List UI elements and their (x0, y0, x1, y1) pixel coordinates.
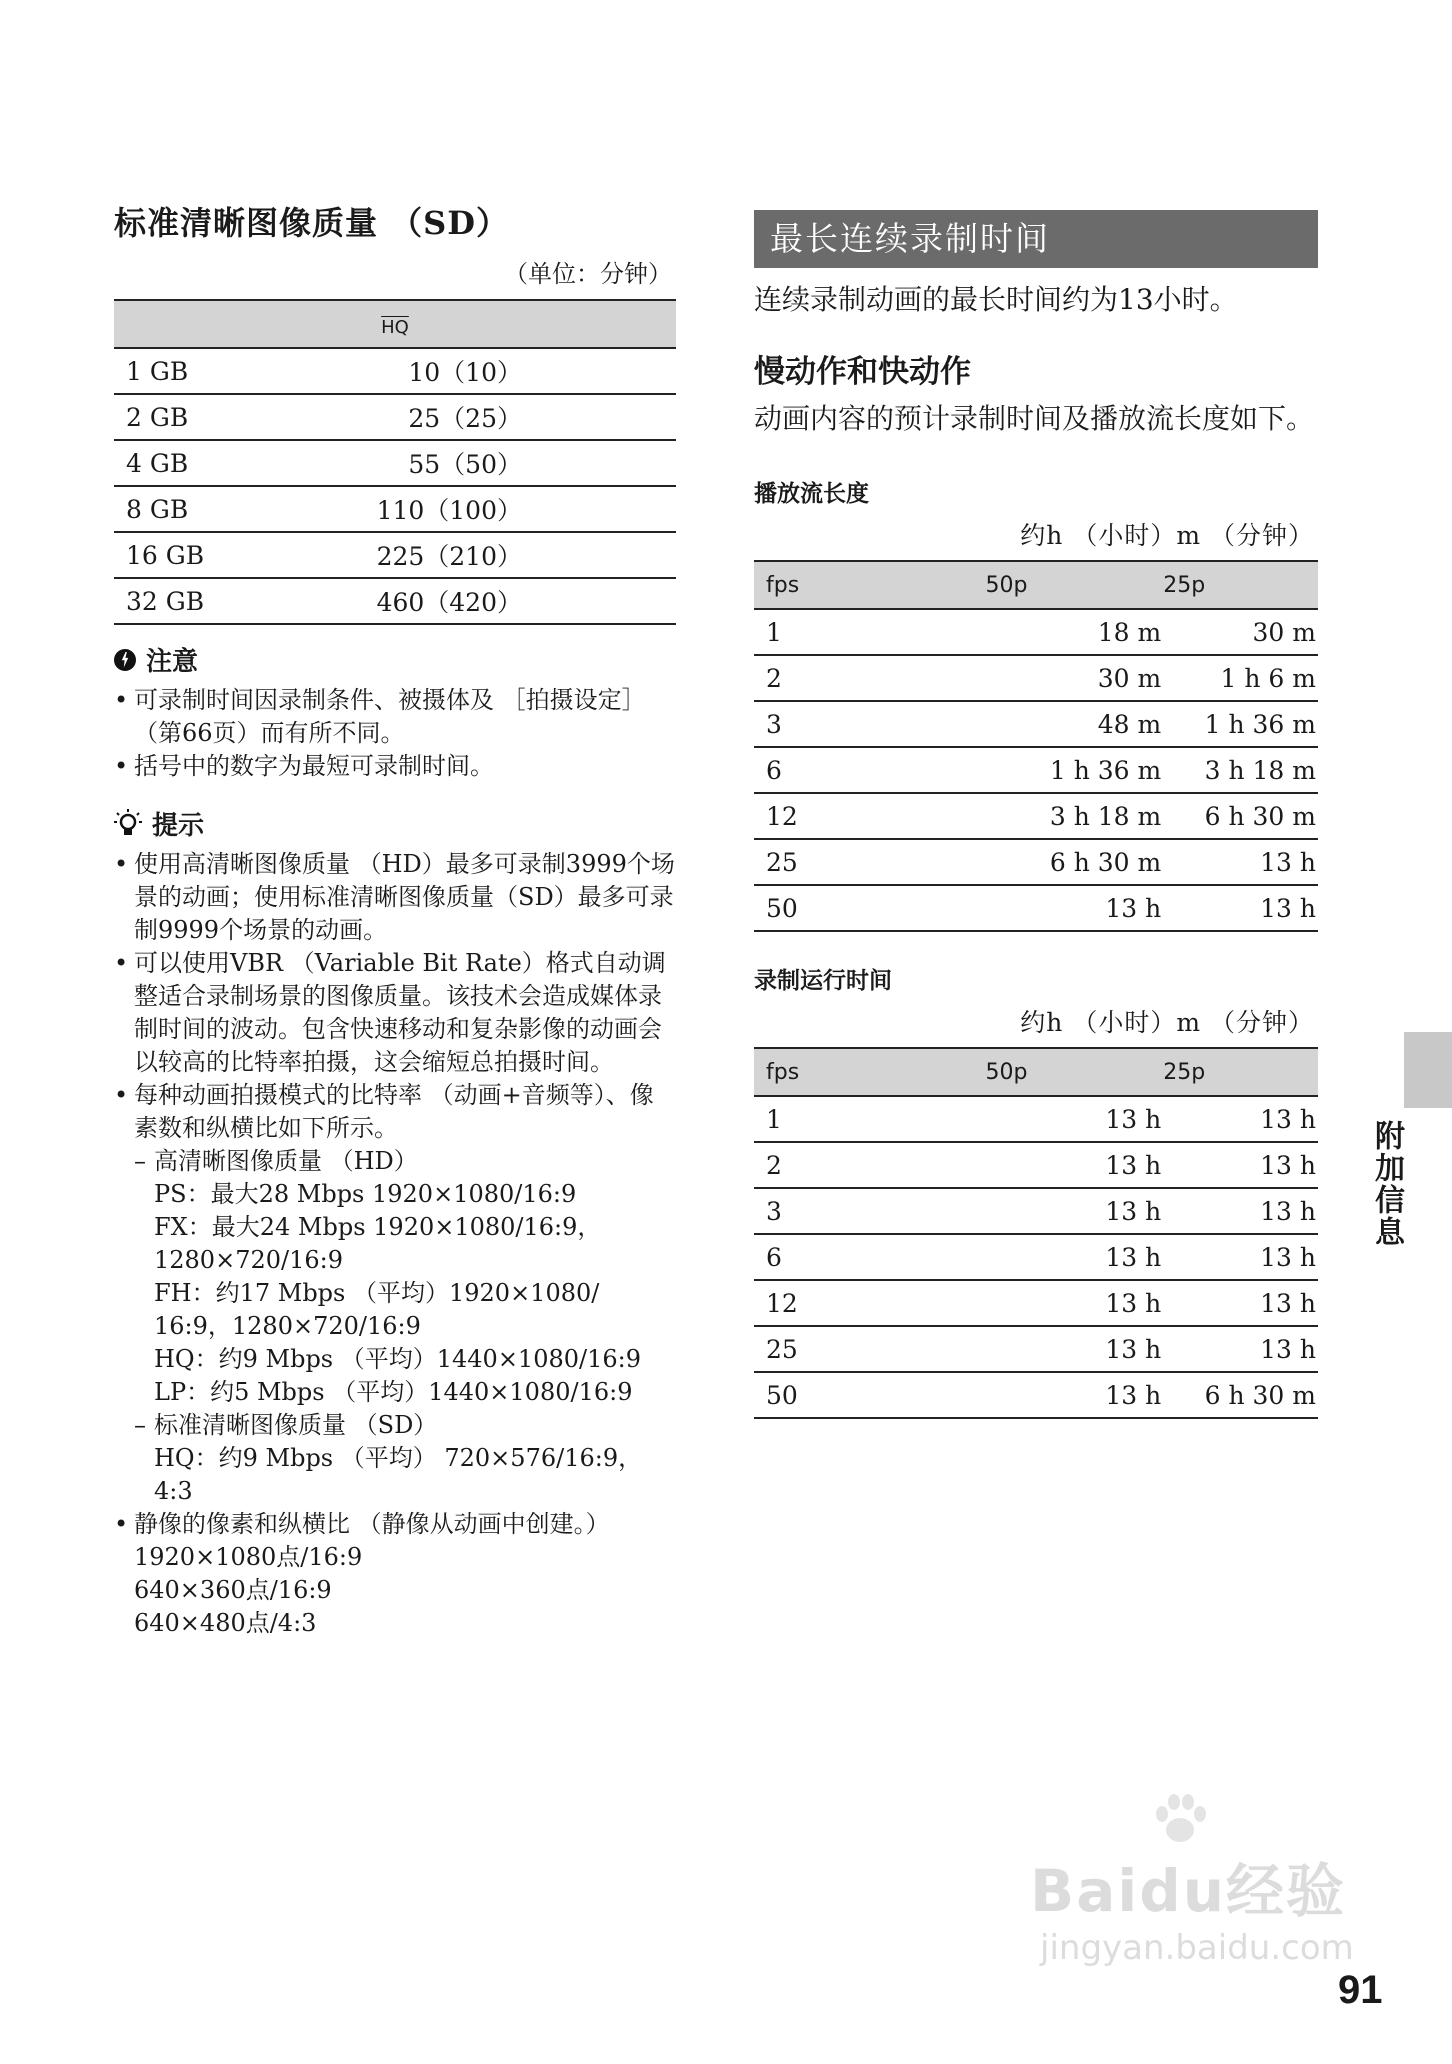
playback-table (754, 560, 1318, 932)
capacity-cell: 16 GB (114, 532, 326, 578)
25p-header: 25p (1163, 561, 1318, 609)
caution-list (114, 684, 676, 783)
right-column (754, 210, 1318, 1419)
still-intro: • 静像的像素和纵横比 （静像从动画中创建。） (134, 1510, 610, 1538)
50p-cell: 30 m (986, 655, 1164, 701)
table-row (754, 655, 1318, 701)
side-tab-label: 附加信息 (1369, 1120, 1404, 1248)
25p-cell: 6 h 30 m (1163, 1372, 1318, 1418)
table-row (114, 578, 676, 624)
25p-cell: 6 h 30 m (1163, 793, 1318, 839)
list-item (114, 1079, 676, 1508)
50p-cell: 6 h 30 m (986, 839, 1164, 885)
50p-cell: 13 h (986, 1234, 1164, 1280)
25p-cell: 3 h 18 m (1163, 747, 1318, 793)
50p-cell: 13 h (986, 885, 1164, 931)
50p-cell: 13 h (986, 1372, 1164, 1418)
list-item: • 可录制时间因录制条件、被摄体及 ［拍摄设定］（第66页）而有所不同。 (114, 684, 676, 750)
list-item: • 使用高清晰图像质量 （HD）最多可录制3999个场景的动画；使用标准清晰图像质量（SD）最多可录制9999个场景的动画。 (114, 848, 676, 947)
minutes-cell: 460（420） (326, 578, 676, 624)
sd-quality-heading: 标准清晰图像质量 （SD） (114, 204, 510, 242)
table-row (114, 348, 676, 394)
capacity-cell: 2 GB (114, 394, 326, 440)
50p-cell: 13 h (986, 1188, 1164, 1234)
50p-header: 50p (986, 1048, 1164, 1096)
50p-cell: 48 m (986, 701, 1164, 747)
25p-cell: 30 m (1163, 609, 1318, 655)
50p-cell: 13 h (986, 1096, 1164, 1142)
list-item: • 括号中的数字为最短可录制时间。 (114, 750, 676, 783)
table-row (114, 532, 676, 578)
fps-cell: 3 (754, 1188, 986, 1234)
fps-cell: 3 (754, 701, 986, 747)
sd-unit-label: （单位：分钟） (504, 260, 672, 288)
table-row (754, 1280, 1318, 1326)
fps-cell: 6 (754, 747, 986, 793)
table-row (754, 1188, 1318, 1234)
fps-cell: 1 (754, 1096, 986, 1142)
hd-bitrate-lines: PS：最大28 Mbps 1920×1080/16:9 FX：最大24 Mbps 1920×1080/16:9， 1280×720/16:9 FH：约17 Mbps （平均）1920×1080/ 16:9，1280×720/16:9 HQ：约9 Mbps （平均）1440×1080/16:9 LP：约5 Mbps （平均）1440×1080/16:9 (154, 1180, 641, 1406)
fps-header: fps (754, 1048, 986, 1096)
section-title-bar: 最长连续录制时间 (754, 210, 1318, 268)
page-number: 91 (1338, 1968, 1383, 2012)
watermark-url: jingyan.baidu.com (1040, 1928, 1354, 1968)
list-item: • 可以使用VBR （Variable Bit Rate）格式自动调整适合录制场景的图像质量。该技术会造成媒体录制时间的波动。包含快速移动和复杂影像的动画会以较高的比特率拍摄，这会缩短总拍摄时间。 (114, 947, 676, 1079)
50p-cell: 13 h (986, 1142, 1164, 1188)
25p-cell: 13 h (1163, 885, 1318, 931)
slow-fast-description: 动画内容的预计录制时间及播放流长度如下。 (754, 402, 1315, 435)
capacity-cell: 8 GB (114, 486, 326, 532)
table-row (114, 440, 676, 486)
caution-heading (114, 641, 676, 678)
table-header-row (754, 1048, 1318, 1096)
record-subtitle: 录制运行时间 (754, 968, 892, 994)
table-row (754, 609, 1318, 655)
50p-header: 50p (986, 561, 1164, 609)
record-unit-label: 约h （小时）m （分钟） (1020, 1008, 1314, 1037)
table-row (754, 701, 1318, 747)
playback-unit-label: 约h （小时）m （分钟） (1020, 521, 1314, 550)
table-row (754, 1326, 1318, 1372)
tips-list (114, 848, 676, 1640)
paw-icon (1150, 1792, 1210, 1848)
fps-cell: 2 (754, 655, 986, 701)
25p-cell: 13 h (1163, 1280, 1318, 1326)
25p-cell: 13 h (1163, 1096, 1318, 1142)
table-row (754, 1142, 1318, 1188)
table-header-row (114, 300, 676, 348)
minutes-cell: 225（210） (326, 532, 676, 578)
table-row (114, 394, 676, 440)
tips-title: 提示 (152, 811, 205, 841)
25p-cell: 13 h (1163, 1326, 1318, 1372)
50p-cell: 1 h 36 m (986, 747, 1164, 793)
watermark-brand: Baidu经验 (1030, 1857, 1347, 1925)
max-recording-text: 连续录制动画的最长时间约为13小时。 (754, 283, 1238, 316)
fps-cell: 25 (754, 839, 986, 885)
minutes-cell: 110（100） (326, 486, 676, 532)
25p-cell: 1 h 36 m (1163, 701, 1318, 747)
bitrate-intro: • 每种动画拍摄模式的比特率 （动画+音频等）、像素数和纵横比如下所示。 (134, 1081, 654, 1142)
50p-cell: 18 m (986, 609, 1164, 655)
table-row (754, 1234, 1318, 1280)
slow-fast-heading: 慢动作和快动作 (754, 354, 971, 390)
table-row (754, 793, 1318, 839)
50p-cell: 13 h (986, 1280, 1164, 1326)
hq-column-header: $\overline{HQ}$ (114, 300, 676, 348)
25p-cell: 1 h 6 m (1163, 655, 1318, 701)
baidu-watermark (1030, 1844, 1354, 1968)
fps-cell: 50 (754, 1372, 986, 1418)
fps-cell: 12 (754, 793, 986, 839)
25p-cell: 13 h (1163, 1142, 1318, 1188)
25p-cell: 13 h (1163, 839, 1318, 885)
list-item (114, 1508, 676, 1640)
fps-cell: 50 (754, 885, 986, 931)
sd-capacity-table (114, 299, 676, 625)
50p-cell: 13 h (986, 1326, 1164, 1372)
capacity-cell: 4 GB (114, 440, 326, 486)
tips-heading (114, 805, 676, 842)
table-row (114, 486, 676, 532)
lightbulb-icon (114, 809, 142, 839)
caution-icon (114, 649, 136, 671)
record-table (754, 1047, 1318, 1419)
table-row (754, 747, 1318, 793)
caution-title: 注意 (146, 647, 199, 677)
table-row (754, 1372, 1318, 1418)
table-header-row (754, 561, 1318, 609)
capacity-cell: 1 GB (114, 348, 326, 394)
25p-cell: 13 h (1163, 1234, 1318, 1280)
50p-cell: 3 h 18 m (986, 793, 1164, 839)
minutes-cell: 25（25） (326, 394, 676, 440)
fps-cell: 1 (754, 609, 986, 655)
fps-header: fps (754, 561, 986, 609)
minutes-cell: 10（10） (326, 348, 676, 394)
side-tab-marker (1404, 1032, 1452, 1108)
table-row (754, 839, 1318, 885)
playback-subtitle: 播放流长度 (754, 481, 869, 507)
minutes-cell: 55（50） (326, 440, 676, 486)
fps-cell: 2 (754, 1142, 986, 1188)
25p-header: 25p (1163, 1048, 1318, 1096)
sd-bitrate-lines: HQ：约9 Mbps （平均） 720×576/16:9， 4:3 (154, 1444, 643, 1505)
capacity-cell: 32 GB (114, 578, 326, 624)
fps-cell: 25 (754, 1326, 986, 1372)
fps-cell: 6 (754, 1234, 986, 1280)
table-row (754, 1096, 1318, 1142)
hd-quality-label: – 高清晰图像质量 （HD） (134, 1145, 676, 1178)
fps-cell: 12 (754, 1280, 986, 1326)
table-row (754, 885, 1318, 931)
still-resolution-lines: 1920×1080点/16:9 640×360点/16:9 640×480点/4:3 (134, 1543, 363, 1637)
left-column (114, 198, 676, 1640)
sd-quality-label: – 标准清晰图像质量 （SD） (134, 1409, 676, 1442)
25p-cell: 13 h (1163, 1188, 1318, 1234)
